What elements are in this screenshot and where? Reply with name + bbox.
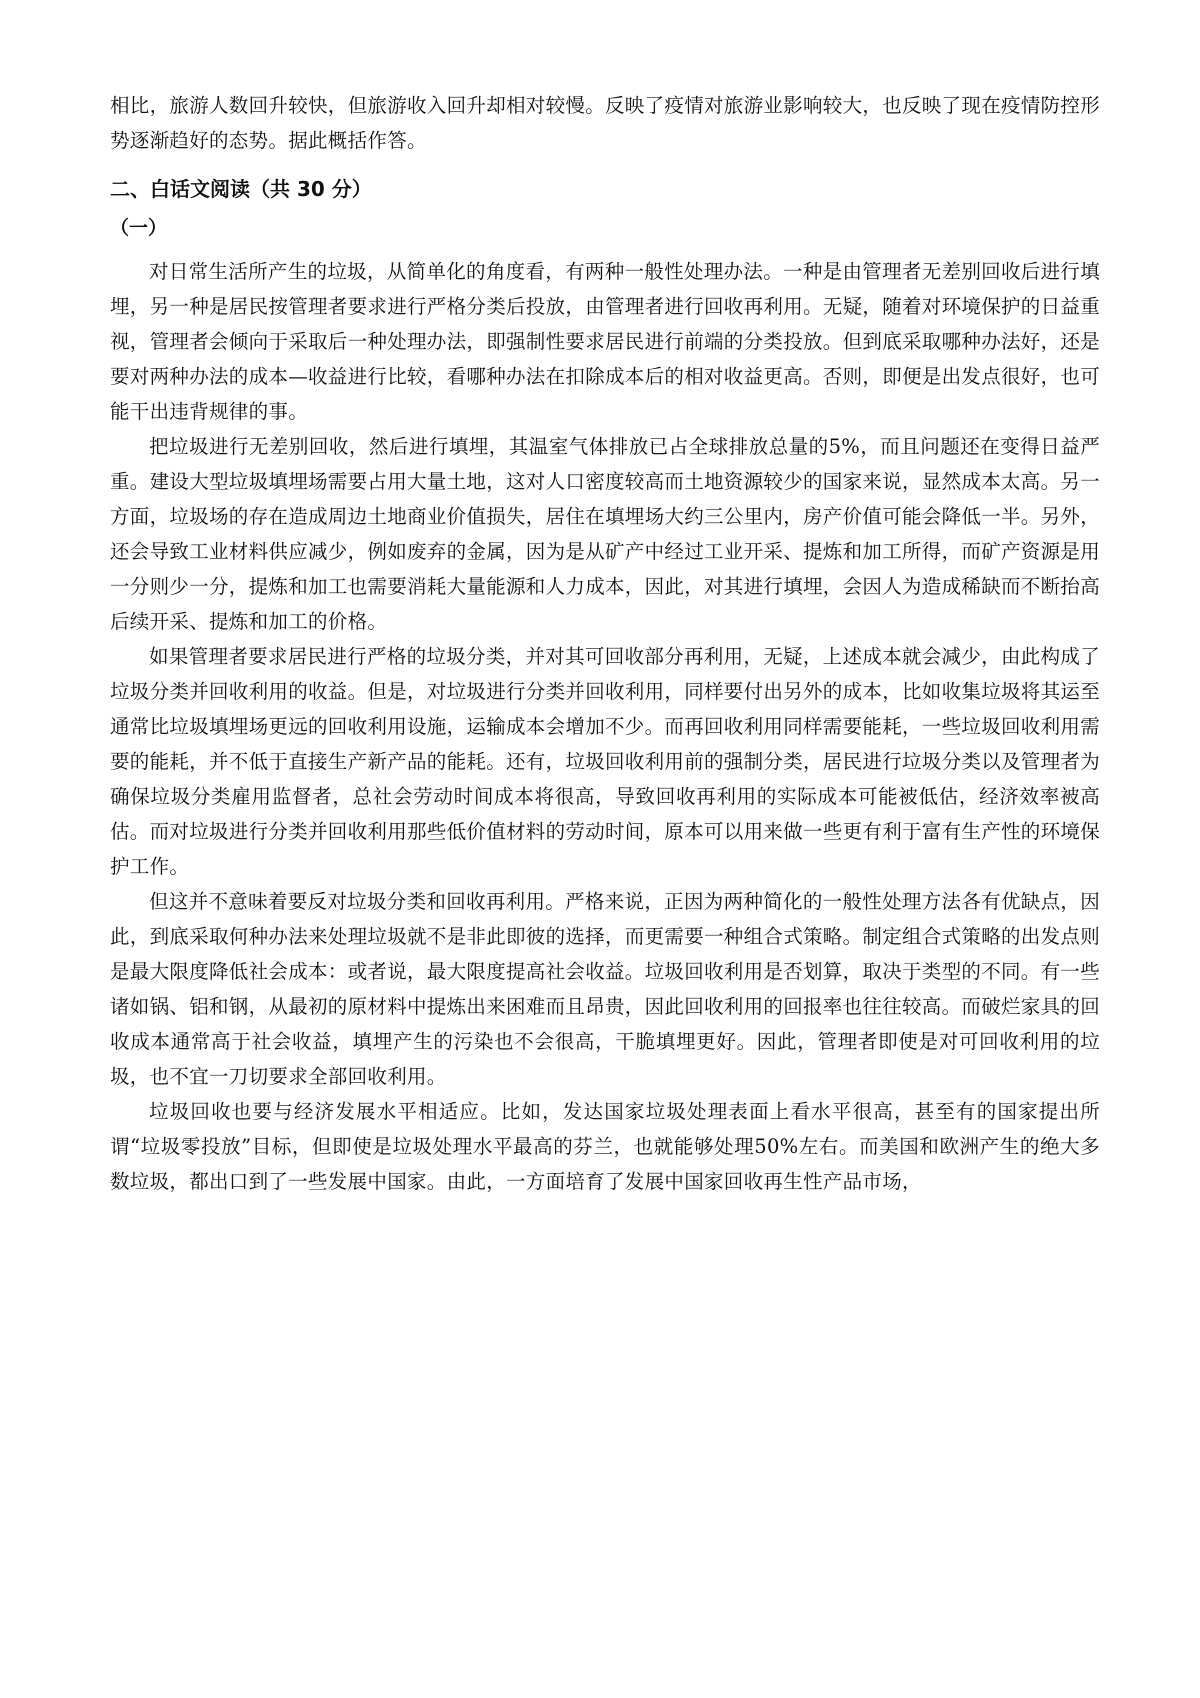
subsection-label: （一）: [110, 217, 168, 239]
body-paragraph-2: 把垃圾进行无差别回收，然后进行填埋，其温室气体排放已占全球排放总量的5%，而且问题还在变得日益严重。建设大型垃圾填埋场需要占用大量土地，这对人口密度较高而土地资源较少的国家来说，显然成本太高。另一方面，垃圾场的存在造成周边土地商业价值损失，居住在填埋场大约三公里内，房产价值可能会降低一半。另外，还会导致工业材料供应减少，例如废弃的金属，因为是从矿产中经过工业开采、提炼和加工所得，而矿产资源是用一分则少一分，提炼和加工也需要消耗大量能源和人力成本，因此，对其进行填埋，会因人为造成稀缺而不断抬高后续开采、提炼和加工的价格。: [110, 435, 1101, 633]
body-paragraph-3: 如果管理者要求居民进行严格的垃圾分类，并对其可回收部分再利用，无疑，上述成本就会减少，由此构成了垃圾分类并回收利用的收益。但是，对垃圾进行分类并回收利用，同样要付出另外的成本，比如收集垃圾将其运至通常比垃圾填埋场更远的回收利用设施，运输成本会增加不少。而再回收利用同样需要能耗，一些垃圾回收利用需要的能耗，并不低于直接生产新产品的能耗。还有，垃圾回收利用前的强制分类，居民进行垃圾分类以及管理者为确保垃圾分类雇用监督者，总社会劳动时间成本将很高，导致回收再利用的实际成本可能被低估，经济效率被高估。而对垃圾进行分类并回收利用那些低价值材料的劳动时间，原本可以用来做一些更有利于富有生产性的环境保护工作。: [110, 645, 1101, 878]
intro-paragraph: 相比，旅游人数回升较快，但旅游收入回升却相对较慢。反映了疫情对旅游业影响较大，也反映了现在疫情防控形势逐渐趋好的态势。据此概括作答。: [110, 94, 1101, 152]
body-paragraph-4: 但这并不意味着要反对垃圾分类和回收再利用。严格来说，正因为两种简化的一般性处理方法各有优缺点，因此，到底采取何种办法来处理垃圾就不是非此即彼的选择，而更需要一种组合式策略。制定组合式策略的出发点则是最大限度降低社会成本：或者说，最大限度提高社会收益。垃圾回收利用是否划算，取决于类型的不同。有一些诸如锅、铝和钢，从最初的原材料中提炼出来困难而且昂贵，因此回收利用的回报率也往往较高。而破烂家具的回收成本通常高于社会收益，填埋产生的污染也不会很高，干脆填埋更好。因此，管理者即使是对可回收利用的垃圾，也不宜一刀切要求全部回收利用。: [110, 890, 1101, 1088]
section-heading: 二、白话文阅读（共 30 分）: [110, 177, 372, 201]
body-paragraph-5: 垃圾回收也要与经济发展水平相适应。比如，发达国家垃圾处理表面上看水平很高，甚至有的国家提出所谓“垃圾零投放”目标，但即使是垃圾处理水平最高的芬兰，也就能够处理50%左右。而美国和欧洲产生的绝大多数垃圾，都出口到了一些发展中国家。由此，一方面培育了发展中国家回收再生性产品市场，: [110, 1100, 1100, 1193]
body-paragraph-1: 对日常生活所产生的垃圾，从简单化的角度看，有两种一般性处理办法。一种是由管理者无差别回收后进行填埋，另一种是居民按管理者要求进行严格分类后投放，由管理者进行回收再利用。无疑，随着对环境保护的日益重视，管理者会倾向于采取后一种处理办法，即强制性要求居民进行前端的分类投放。但到底采取哪种办法好，还是要对两种办法的成本—收益进行比较，看哪种办法在扣除成本后的相对收益更高。否则，即便是出发点很好，也可能干出违背规律的事。: [110, 260, 1101, 423]
document-page: [110, 88, 1100, 1199]
